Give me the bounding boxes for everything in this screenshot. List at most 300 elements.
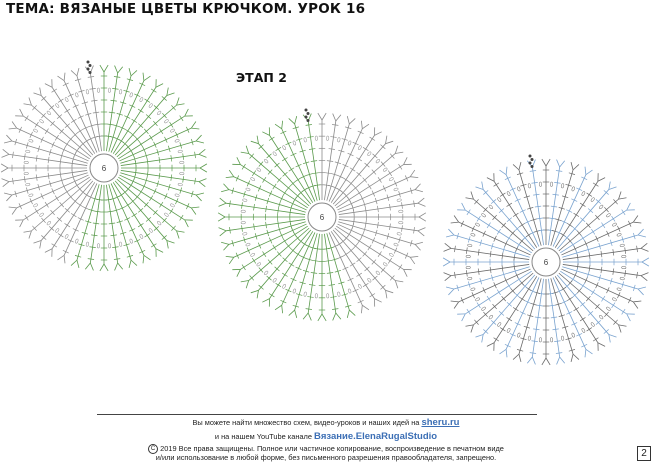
stitch-fan	[609, 335, 617, 338]
stitch-fan	[446, 287, 454, 289]
stitch-mark	[35, 122, 38, 127]
stitch-mark	[55, 196, 58, 201]
stitch-spoke	[331, 135, 374, 202]
chain-loop	[315, 136, 318, 141]
youtube-channel-link[interactable]: Вязание.ElenaRugalStudio	[314, 431, 438, 442]
stitch-mark	[93, 112, 99, 113]
stitch-fan	[633, 301, 641, 302]
footer-text-3: 2019 Все права защищены. Полное или частичное копирование, воспроизведение в печатном виде	[160, 444, 504, 453]
stitch-mark	[252, 258, 255, 263]
stitch-mark	[229, 227, 230, 233]
stitch-fan	[633, 215, 638, 222]
stitch-mark	[377, 206, 378, 212]
stitch-mark	[269, 137, 274, 140]
chain-loop	[65, 234, 69, 239]
stitch-mark	[356, 273, 361, 276]
chain-loop	[507, 191, 511, 196]
stitch-fan	[573, 164, 579, 169]
chain-loop	[24, 172, 29, 175]
stitch-mark	[295, 178, 300, 181]
chain-loop	[304, 137, 307, 142]
stitch-mark	[587, 193, 592, 196]
chain-loop	[246, 243, 251, 247]
chain-loop	[561, 183, 564, 188]
stitch-fan	[57, 255, 64, 260]
stitch-mark	[151, 244, 156, 247]
chain-loop	[242, 232, 247, 235]
stitch-fan	[374, 132, 381, 136]
stitch-spoke	[113, 87, 156, 153]
stitch-fan	[466, 325, 474, 326]
stitch-mark	[507, 283, 510, 288]
stitch-mark	[78, 203, 83, 206]
stitch-fan	[219, 228, 226, 231]
chain-loop	[497, 197, 502, 202]
stitch-fan	[196, 193, 204, 195]
stitch-mark	[306, 124, 312, 125]
chain-loop	[157, 221, 162, 226]
stitch-mark	[254, 224, 255, 230]
stitch-mark	[581, 236, 584, 241]
chain-loop	[264, 270, 269, 275]
stitch-fan	[542, 358, 546, 365]
stitch-fan	[519, 354, 521, 362]
stitch-fan	[445, 243, 451, 248]
stitch-mark	[289, 263, 294, 266]
stitch-mark	[263, 177, 266, 182]
stitch-mark	[490, 267, 491, 273]
stitch-fan	[131, 70, 137, 75]
stitch-mark	[12, 178, 13, 184]
stitch-fan	[64, 73, 65, 81]
stitch-fan	[446, 235, 454, 237]
stitch-fan	[33, 93, 41, 96]
chain-loop	[550, 338, 553, 343]
chain-loop	[108, 244, 111, 249]
stitch-spoke	[270, 135, 313, 202]
stitch-mark	[494, 338, 499, 341]
stitch-mark	[58, 99, 63, 102]
stitch-fan	[586, 170, 593, 175]
stitch-fan	[191, 121, 196, 128]
stitch-mark	[307, 137, 313, 138]
start-marker	[89, 64, 92, 67]
stitch-mark	[637, 272, 638, 278]
stitch-mark	[637, 246, 638, 252]
chain-loop	[119, 89, 122, 94]
chain-loop	[470, 287, 475, 291]
stitch-fan	[451, 301, 459, 302]
stitch-mark	[591, 290, 594, 295]
stitch-fan	[322, 314, 326, 321]
chain-loop	[28, 193, 33, 197]
stitch-fan	[246, 281, 249, 289]
stitch-mark	[329, 149, 335, 150]
stitch-fan	[167, 241, 168, 249]
stitch-fan	[318, 314, 322, 321]
chain-loop	[475, 223, 480, 227]
chain-loop	[517, 186, 521, 191]
stitch-mark	[89, 247, 95, 248]
stitch-mark	[278, 208, 279, 214]
stitch-spoke	[555, 181, 598, 247]
stitch-spoke	[336, 165, 403, 208]
chain-loop	[241, 221, 246, 224]
chain-loop	[55, 228, 60, 233]
stitch-mark	[350, 263, 355, 266]
stitch-fan	[241, 281, 249, 282]
stitch-fan	[308, 313, 311, 320]
chain-loop	[348, 141, 352, 146]
stitch-mark	[574, 307, 579, 310]
chain-loop	[97, 244, 100, 249]
stitch-mark	[513, 307, 518, 310]
stitch-mark	[580, 317, 585, 320]
chain-loop	[108, 88, 111, 93]
stitch-fan	[466, 198, 474, 199]
stitch-fan	[220, 198, 226, 203]
start-marker	[87, 61, 90, 64]
chain-loop	[466, 266, 471, 269]
stitch-mark	[477, 216, 480, 221]
stitch-fan	[451, 222, 459, 223]
stitch-fan	[6, 195, 11, 201]
chain-loop	[25, 183, 30, 186]
stitch-mark	[114, 259, 120, 260]
stitch-spoke	[118, 116, 184, 159]
stitch-mark	[139, 142, 142, 147]
stitch-mark	[466, 247, 467, 253]
stitch-fan	[199, 182, 205, 187]
stitch-fan	[454, 302, 459, 309]
stitch-fan	[627, 203, 631, 210]
stitch-fan	[2, 154, 9, 157]
stitch-mark	[554, 182, 560, 183]
stitch-mark	[276, 283, 281, 286]
chain-loop	[488, 315, 493, 320]
stitch-mark	[311, 272, 317, 273]
stitch-fan	[115, 263, 118, 270]
chain-loop	[488, 204, 493, 209]
stitch-fan	[418, 231, 424, 236]
stitch-mark	[358, 238, 361, 243]
stitch-mark	[533, 329, 539, 330]
chain-loop	[599, 204, 604, 209]
stitch-fan	[90, 263, 93, 270]
stitch-spoke	[113, 182, 156, 248]
stitch-mark	[112, 88, 118, 89]
stitch-mark	[365, 220, 366, 226]
stitch-mark	[467, 309, 470, 314]
stitch-spoke	[331, 231, 374, 298]
stitch-mark	[497, 229, 500, 234]
chain-loop	[620, 277, 625, 280]
stitch-mark	[587, 328, 592, 331]
stitch-fan	[6, 135, 11, 141]
stitch-spoke	[555, 276, 598, 342]
start-marker	[531, 165, 534, 168]
stitch-fan	[386, 136, 387, 144]
chain-loop	[272, 151, 277, 156]
start-marker	[307, 119, 310, 122]
stitch-mark	[593, 183, 598, 186]
stitch-fan	[482, 182, 483, 190]
stitch-fan	[12, 121, 17, 128]
stitch-fan	[336, 313, 341, 319]
chain-loop	[46, 221, 51, 226]
stitch-fan	[546, 358, 550, 365]
stitch-mark	[229, 201, 230, 207]
stitch-fan	[115, 66, 118, 73]
stitch-fan	[167, 241, 175, 244]
stitch-fan	[419, 213, 426, 217]
stitch-mark	[332, 124, 338, 125]
chain-loop	[28, 139, 33, 143]
stitch-fan	[229, 170, 234, 177]
stitch-mark	[183, 153, 184, 159]
stitch-mark	[276, 147, 281, 150]
stitch-spoke	[52, 182, 95, 248]
stitch-fan	[199, 154, 206, 157]
stitch-fan	[444, 248, 451, 251]
stitch-fan	[519, 162, 521, 170]
center-ring-label: 6	[543, 258, 549, 267]
stitch-mark	[171, 175, 172, 181]
stitch-mark	[314, 185, 320, 186]
chain-loop	[250, 253, 255, 257]
chain-loop	[157, 110, 162, 115]
chain-loop	[517, 333, 521, 338]
chain-loop	[97, 88, 100, 93]
stitch-fan	[104, 65, 108, 72]
stitch-fan	[237, 269, 241, 276]
stitch-fan	[642, 262, 649, 266]
stitch-mark	[343, 253, 348, 256]
stitch-mark	[554, 341, 560, 342]
stitch-mark	[180, 116, 183, 121]
stitch-fan	[104, 264, 108, 271]
stitch-mark	[325, 173, 331, 174]
chain-loop	[539, 338, 542, 343]
chain-loop	[241, 210, 246, 213]
stitch-fan	[156, 249, 163, 253]
crochet-diagram-1	[1, 61, 207, 271]
stitch-fan	[177, 104, 185, 105]
chain-loop	[581, 191, 585, 196]
stitch-fan	[527, 357, 532, 363]
stitch-mark	[242, 202, 243, 208]
stitch-fan	[177, 231, 185, 232]
stitch-fan	[20, 220, 24, 227]
stitch-mark	[58, 234, 63, 237]
stitch-mark	[613, 249, 614, 255]
stitch-fan	[410, 177, 418, 178]
stitch-fan	[251, 141, 259, 144]
chain-loop	[170, 203, 175, 207]
chain-loop	[175, 139, 180, 143]
chain-loop	[242, 199, 247, 202]
stitch-mark	[111, 235, 117, 236]
stitch-mark	[625, 270, 626, 276]
stitch-mark	[65, 223, 70, 226]
site-link[interactable]: sheru.ru	[421, 417, 460, 428]
stitch-mark	[89, 88, 95, 89]
chain-loop	[139, 97, 143, 102]
chain-loop	[33, 203, 38, 207]
chain-loop	[358, 145, 362, 150]
chain-loop	[75, 92, 79, 97]
stitch-mark	[171, 155, 172, 161]
stitch-mark	[601, 223, 604, 228]
stitch-spoke	[240, 226, 307, 269]
stitch-mark	[390, 224, 391, 230]
stitch-fan	[641, 243, 647, 248]
stitch-mark	[91, 235, 97, 236]
chain-loop	[599, 315, 604, 320]
stitch-fan	[226, 256, 234, 257]
stitch-mark	[95, 211, 101, 212]
stitch-fan	[129, 68, 131, 76]
stitch-mark	[132, 213, 137, 216]
stitch-fan	[282, 305, 283, 313]
stitch-mark	[149, 196, 152, 201]
stitch-mark	[567, 297, 572, 300]
chain-loop	[292, 289, 296, 294]
stitch-fan	[609, 182, 610, 190]
stitch-fan	[9, 207, 17, 208]
chain-loop	[326, 294, 329, 299]
stitch-fan	[77, 260, 79, 268]
stitch-fan	[295, 310, 297, 318]
stitch-mark	[111, 100, 117, 101]
chain-loop	[622, 266, 627, 269]
stitch-fan	[415, 190, 423, 192]
stitch-fan	[219, 203, 226, 206]
stitch-fan	[415, 244, 420, 250]
stitch-fan	[404, 269, 408, 276]
stitch-fan	[395, 281, 398, 289]
chain-loop	[148, 228, 153, 233]
chain-loop	[304, 292, 307, 297]
stitch-fan	[218, 213, 225, 217]
stitch-mark	[282, 158, 287, 161]
stitch-mark	[370, 137, 375, 140]
chain-loop	[170, 129, 175, 133]
chain-loop	[481, 213, 486, 218]
stitch-fan	[395, 152, 403, 153]
stitch-mark	[537, 305, 543, 306]
stitch-mark	[25, 215, 28, 220]
stitch-fan	[262, 132, 269, 136]
stitch-mark	[266, 222, 267, 228]
stitch-fan	[226, 177, 234, 178]
stitch-mark	[125, 129, 130, 132]
stitch-fan	[191, 208, 196, 215]
chain-loop	[466, 255, 471, 258]
stitch-mark	[390, 204, 391, 210]
stitch-fan	[322, 113, 326, 120]
stitch-fan	[374, 299, 381, 303]
start-marker	[531, 158, 534, 161]
stitch-fan	[191, 128, 199, 129]
stitch-mark	[24, 176, 25, 182]
chain-loop	[119, 242, 122, 247]
chain-loop	[86, 242, 89, 247]
center-ring-label: 6	[319, 213, 325, 222]
chain-loop	[256, 167, 261, 172]
page-number: 2	[637, 446, 651, 461]
stitch-mark	[311, 161, 317, 162]
stitch-fan	[185, 220, 189, 227]
stitch-mark	[593, 338, 598, 341]
stitch-fan	[85, 263, 90, 269]
chain-loop	[497, 322, 502, 327]
stitch-mark	[306, 309, 312, 310]
footer-text-2: и на нашем YouTube канале	[214, 432, 312, 441]
stitch-fan	[64, 255, 65, 263]
stitch-fan	[386, 290, 394, 293]
chain-loop	[272, 278, 277, 283]
stitch-fan	[475, 335, 483, 338]
stitch-mark	[138, 109, 143, 112]
stitch-fan	[196, 141, 204, 143]
chain-loop	[75, 239, 79, 244]
stitch-mark	[388, 258, 391, 263]
chain-loop	[539, 182, 542, 187]
stitch-mark	[613, 269, 614, 275]
page-title: ТЕМА: ВЯЗАНЫЕ ЦВЕТЫ КРЮЧКОМ. УРОК 16	[6, 1, 366, 17]
stitch-mark	[478, 269, 479, 275]
stitch-fan	[499, 349, 506, 354]
stitch-spoke	[240, 165, 307, 208]
stitch-fan	[221, 242, 229, 244]
stitch-mark	[370, 294, 375, 297]
stitch-mark	[327, 161, 333, 162]
stitch-mark	[159, 157, 160, 163]
stitch-fan	[71, 260, 77, 265]
stitch-mark	[494, 183, 499, 186]
chain-loop	[337, 292, 340, 297]
stitch-fan	[12, 208, 17, 215]
stitch-mark	[125, 203, 130, 206]
footer-line-2	[0, 431, 652, 442]
chain-loop	[178, 183, 183, 186]
stitch-fan	[395, 146, 398, 154]
stitch-mark	[612, 216, 615, 221]
stitch-fan	[262, 299, 269, 303]
stitch-mark	[556, 170, 562, 171]
chain-loop	[337, 137, 340, 142]
chain-loop	[164, 119, 169, 124]
chain-loop	[55, 103, 60, 108]
stitch-mark	[553, 329, 559, 330]
stitch-mark	[242, 265, 245, 270]
stitch-fan	[557, 160, 560, 167]
stitch-fan	[257, 136, 258, 144]
stitch-fan	[395, 281, 403, 282]
stitch-fan	[2, 179, 9, 182]
stitch-fan	[633, 302, 638, 309]
stitch-mark	[195, 152, 196, 158]
stitch-fan	[167, 88, 168, 96]
stitch-mark	[549, 305, 555, 306]
stitch-mark	[132, 119, 137, 122]
chain-loop	[399, 221, 404, 224]
stitch-fan	[641, 276, 647, 281]
stitch-spoke	[465, 210, 531, 253]
stitch-mark	[507, 203, 512, 206]
stitch-fan	[275, 305, 282, 310]
